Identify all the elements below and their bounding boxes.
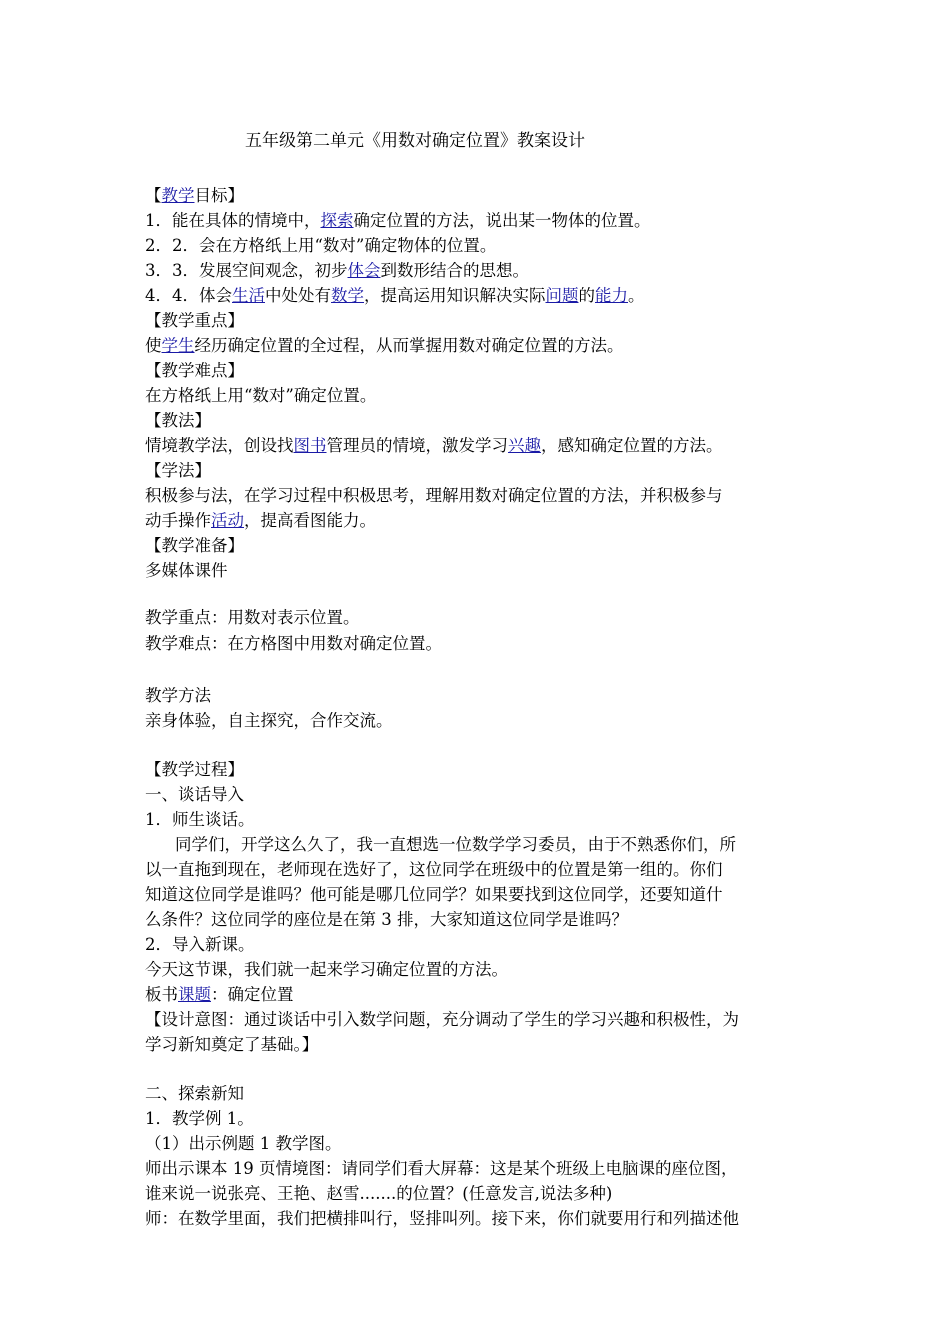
text-segment: 1．教学例 1。	[145, 1109, 254, 1128]
text-segment: 【教法】	[145, 411, 211, 430]
text-segment: 师：在数学里面，我们把横排叫行，竖排叫列。接下来，你们就要用行和列描述他	[145, 1209, 739, 1228]
hyperlink[interactable]: 兴趣	[508, 436, 541, 455]
text-segment: 情境教学法，创设找	[145, 436, 294, 455]
hyperlink[interactable]: 课题	[178, 985, 211, 1004]
text-segment: 学习新知奠定了基础。】	[145, 1035, 319, 1054]
text-segment: 板书	[145, 985, 178, 1004]
text-line	[145, 1010, 739, 1030]
text-line	[145, 311, 244, 331]
text-line	[145, 1035, 318, 1055]
hyperlink[interactable]: 学生	[161, 336, 195, 355]
text-line	[145, 810, 255, 830]
text-segment: 多媒体课件	[145, 561, 228, 580]
document-title: 五年级第二单元《用数对确定位置》教案设计	[245, 131, 585, 151]
text-line	[145, 785, 244, 805]
text-line	[145, 910, 628, 930]
text-segment: 【教学重点】	[145, 311, 244, 330]
text-segment: 目标】	[194, 186, 244, 205]
text-segment: 在方格纸上用“数对”确定位置。	[145, 386, 377, 405]
hyperlink[interactable]: 活动	[211, 511, 244, 530]
text-line	[145, 486, 723, 506]
text-segment: 今天这节课，我们就一起来学习确定位置的方法。	[145, 960, 508, 979]
text-segment: 教学方法	[145, 686, 211, 705]
text-line	[145, 985, 294, 1005]
text-line	[145, 1209, 739, 1229]
hyperlink[interactable]: 体会	[347, 261, 381, 280]
text-line	[145, 436, 723, 456]
text-line	[145, 686, 211, 706]
text-segment: 谁来说一说张亮、王艳、赵雪.......的位置？(任意发言,说法多种)	[145, 1184, 613, 1203]
text-segment: 动手操作	[145, 511, 211, 530]
hyperlink[interactable]: 图书	[293, 436, 327, 455]
text-segment: ：确定位置	[211, 985, 294, 1004]
text-line	[145, 211, 651, 231]
text-segment: 教学重点：用数对表示位置。	[145, 608, 360, 627]
text-line	[145, 336, 624, 356]
text-line	[145, 461, 211, 481]
text-line	[145, 860, 723, 880]
hyperlink[interactable]: 数学	[331, 286, 364, 305]
text-line	[145, 1184, 612, 1204]
text-segment: （1）出示例题 1 教学图。	[145, 1134, 342, 1153]
text-segment: 同学们，开学这么久了，我一直想选一位数学学习委员，由于不熟悉你们，所	[175, 835, 736, 854]
text-line	[145, 760, 244, 780]
text-segment: 中处处有	[265, 286, 331, 305]
text-line	[145, 261, 529, 281]
text-segment: 【教学准备】	[145, 536, 244, 555]
text-segment: 【教学过程】	[145, 760, 244, 779]
text-segment: 1．能在具体的情境中，	[145, 211, 321, 230]
text-line	[145, 1134, 342, 1154]
text-segment: 3．3．发展空间观念，初步	[145, 261, 348, 280]
text-line	[145, 835, 736, 855]
text-segment: 师出示课本 19 页情境图：请同学们看大屏幕：这是某个班级上电脑课的座位图，	[145, 1159, 738, 1178]
text-segment: 4．4．体会	[145, 286, 232, 305]
hyperlink[interactable]: 教学	[161, 186, 195, 205]
text-segment: 亲身体验，自主探究，合作交流。	[145, 711, 393, 730]
text-segment: 【设计意图：通过谈话中引入数学问题，充分调动了学生的学习兴趣和积极性，为	[145, 1010, 739, 1029]
text-segment: 教学难点：在方格图中用数对确定位置。	[145, 634, 442, 653]
text-line	[145, 561, 228, 581]
hyperlink[interactable]: 生活	[232, 286, 265, 305]
text-line	[145, 1084, 244, 1104]
text-segment: 确定位置的方法，说出某一物体的位置。	[353, 211, 651, 230]
text-segment: 一、谈话导入	[145, 785, 244, 804]
text-line	[145, 608, 360, 628]
text-line	[145, 386, 376, 406]
hyperlink[interactable]: 问题	[545, 286, 579, 305]
text-segment: 知道这位同学是谁吗？他可能是哪几位同学？如果要找到这位同学，还要知道什	[145, 885, 723, 904]
text-line	[145, 186, 244, 206]
text-line	[145, 885, 723, 905]
text-line	[145, 1159, 738, 1179]
hyperlink[interactable]: 能力	[595, 286, 628, 305]
text-segment: 使	[145, 336, 162, 355]
text-segment: 经历确定位置的全过程，从而掌握用数对确定位置的方法。	[194, 336, 624, 355]
text-line	[145, 236, 496, 256]
text-segment: 管理员的情境，激发学习	[326, 436, 508, 455]
text-segment: 么条件？这位同学的座位是在第 3 排，大家知道这位同学是谁吗？	[145, 910, 628, 929]
text-line	[145, 711, 393, 731]
hyperlink[interactable]: 探索	[320, 211, 354, 230]
text-segment: 二、探索新知	[145, 1084, 244, 1103]
text-segment: 到数形结合的思想。	[380, 261, 529, 280]
text-line	[145, 960, 508, 980]
text-segment: 【教学难点】	[145, 361, 244, 380]
text-segment: 2．2．会在方格纸上用“数对”确定物体的位置。	[145, 236, 497, 255]
text-segment: 以一直拖到现在，老师现在选好了，这位同学在班级中的位置是第一组的。你们	[145, 860, 723, 879]
text-line	[145, 411, 211, 431]
text-segment: 2．导入新课。	[145, 935, 255, 954]
text-line	[145, 1109, 254, 1129]
text-segment: 积极参与法，在学习过程中积极思考，理解用数对确定位置的方法，并积极参与	[145, 486, 723, 505]
text-segment: 【学法】	[145, 461, 211, 480]
text-line	[145, 935, 255, 955]
text-line	[145, 536, 244, 556]
text-segment: ，提高看图能力。	[244, 511, 376, 530]
text-segment: ，提高运用知识解决实际	[364, 286, 546, 305]
text-segment: 的	[578, 286, 595, 305]
text-segment: 【	[145, 186, 162, 205]
text-segment: 。	[628, 286, 645, 305]
text-line	[145, 634, 442, 654]
text-line	[145, 361, 244, 381]
text-segment: 1．师生谈话。	[145, 810, 255, 829]
text-line	[145, 286, 645, 306]
text-segment: ，感知确定位置的方法。	[541, 436, 723, 455]
text-line	[145, 511, 376, 531]
